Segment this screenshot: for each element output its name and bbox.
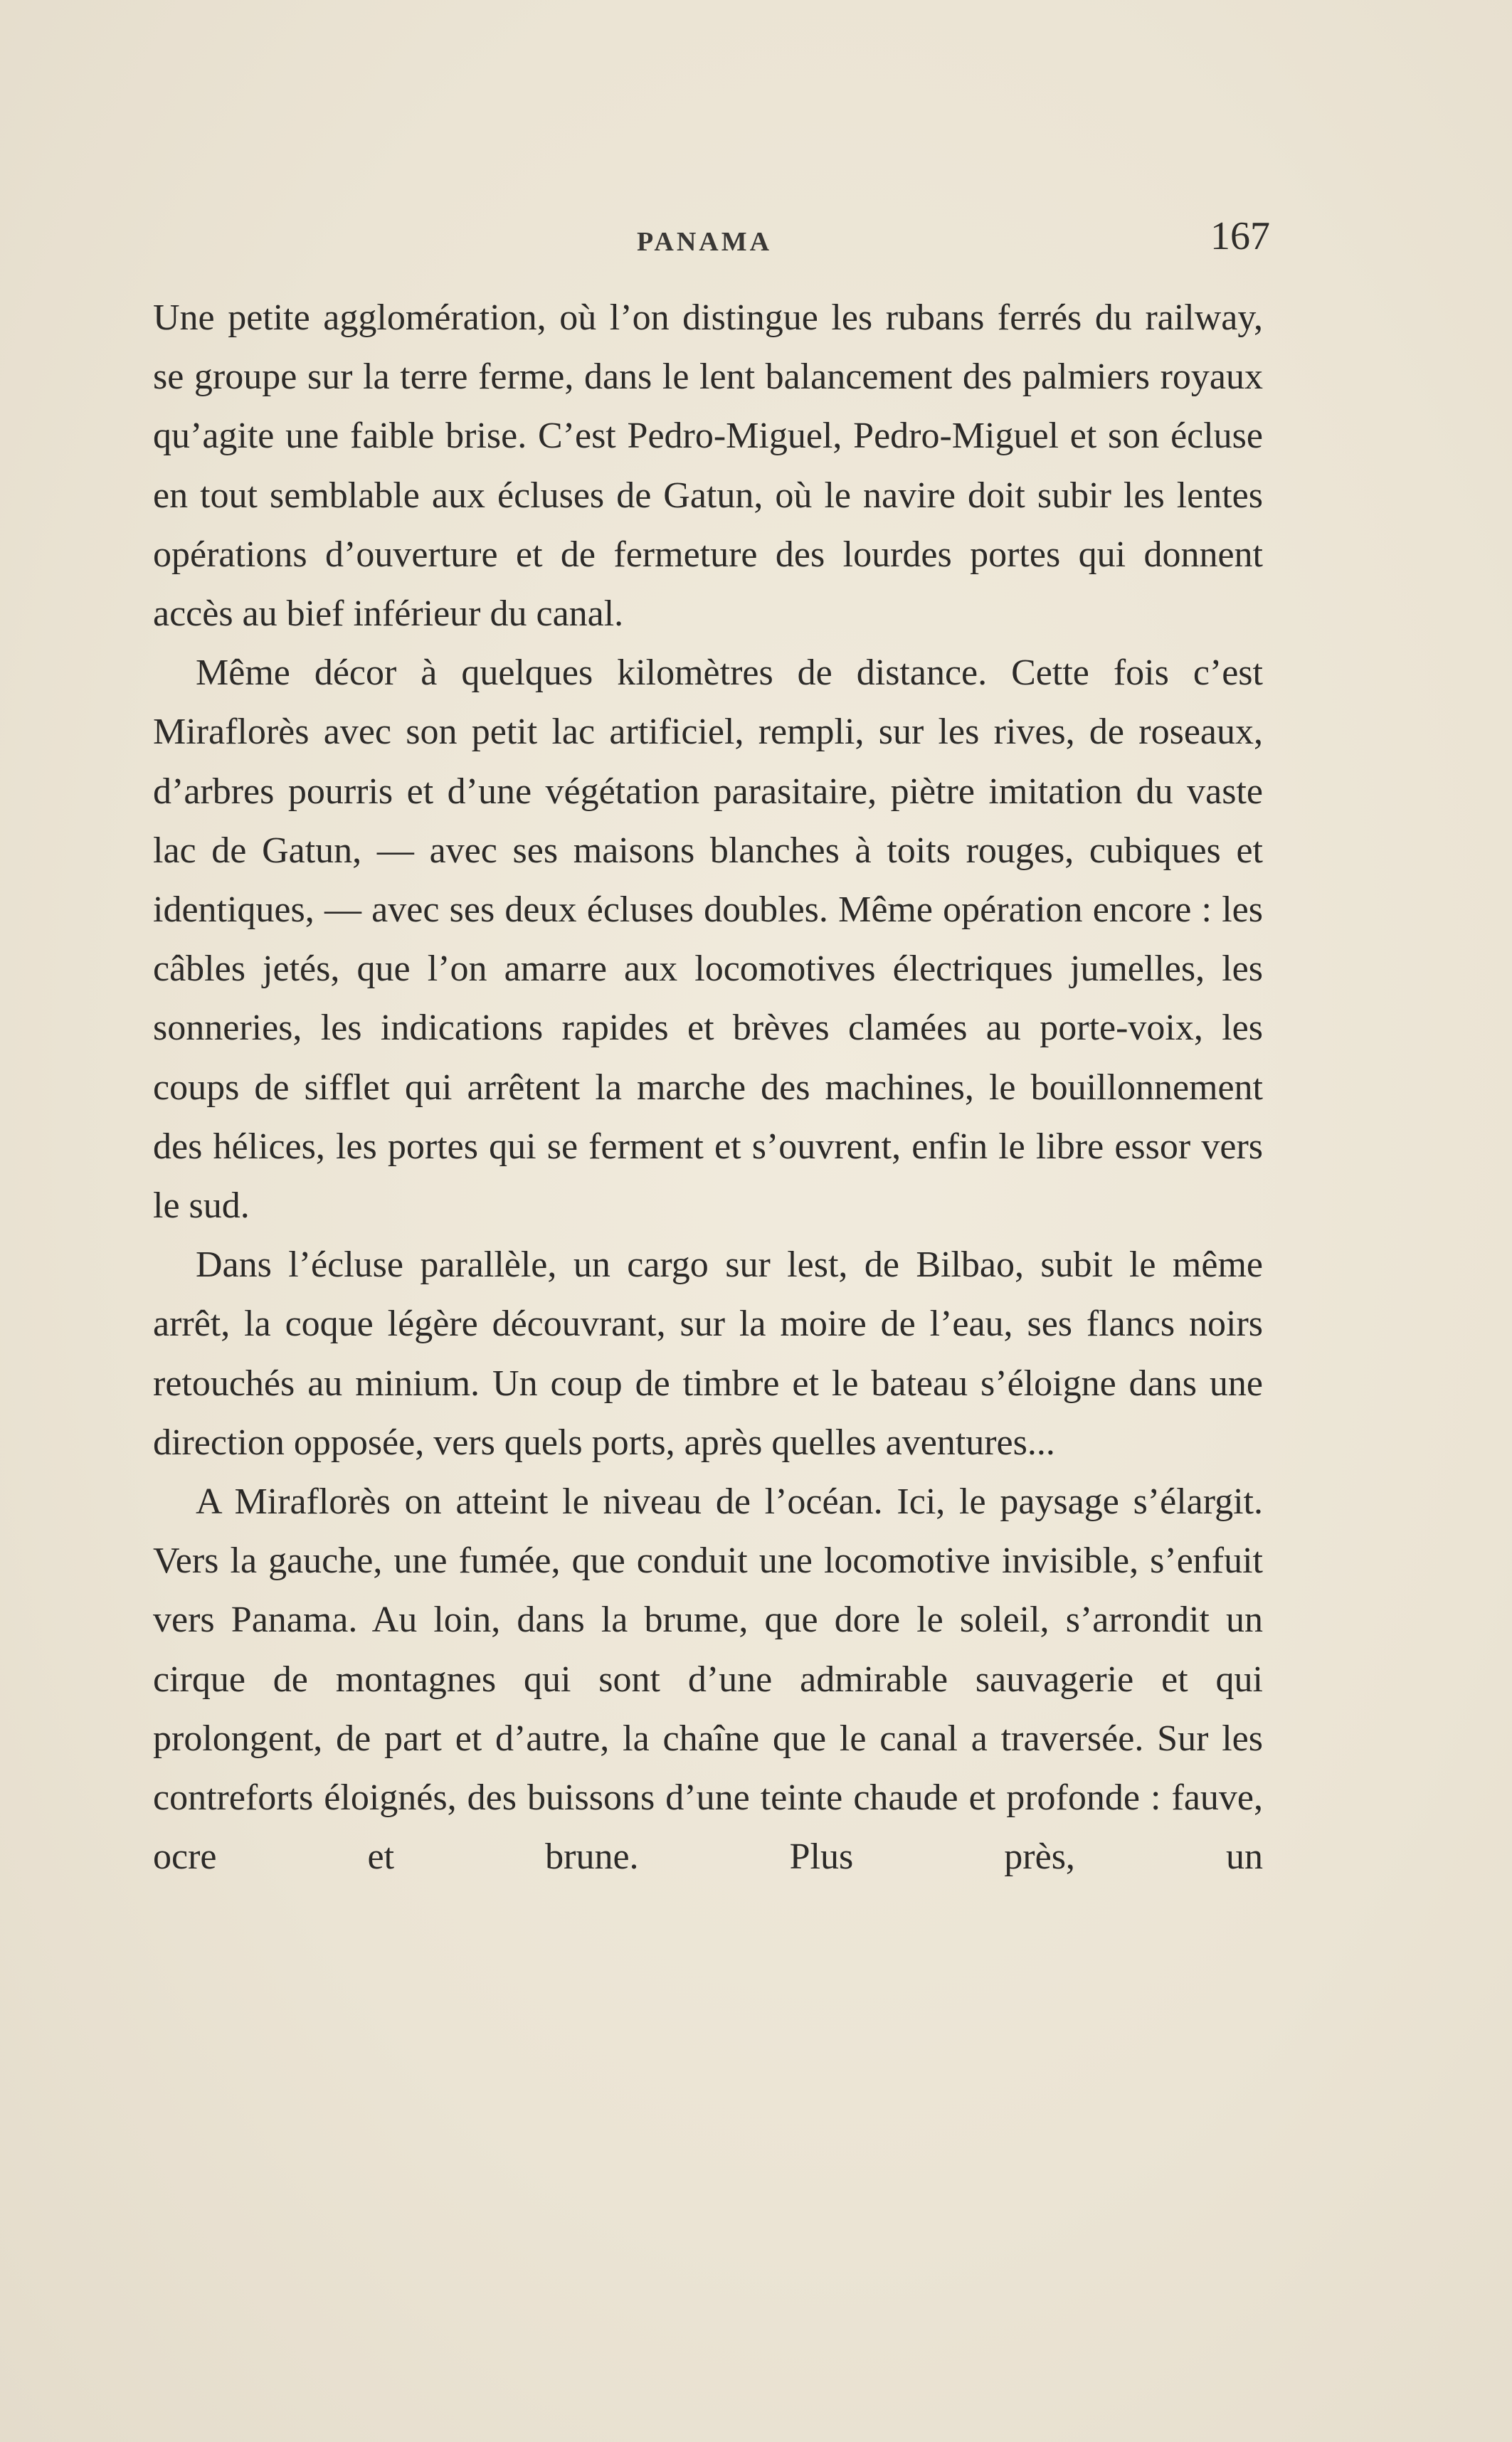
page-header (153, 213, 1270, 270)
paragraph-4: A Miraflorès on atteint le niveau de l’océan. Ici, le paysage s’élargit. Vers la gauche, une fumée, que conduit une locomotive invisible, s’enfuit vers Panama. Au loin, dans la brume, que dore le soleil, s’arrondit un cirque de montagnes qui sont d’une admirable sauvagerie et qui prolongent, de part et d’autre, la chaîne que le canal a traversée. Sur les contreforts éloignés, des buissons d’une teinte chaude et profonde : fauve, ocre et brune. Plus près, un (153, 1481, 1263, 1878)
running-head: PANAMA (637, 227, 773, 257)
page-number: 167 (1210, 214, 1270, 258)
paragraph-3: Dans l’écluse parallèle, un cargo sur lest, de Bilbao, subit le même arrêt, la coque légère découvrant, sur la moire de l’eau, ses flancs noirs retouchés au minium. Un coup de timbre et le bateau s’éloigne dans une direction opposée, vers quels ports, après quelles aventures... (153, 1244, 1263, 1463)
paragraph-2: Même décor à quelques kilomètres de distance. Cette fois c’est Miraflorès avec son petit lac artificiel, rempli, sur les rives, de roseaux, d’arbres pourris et d’une végétation parasitaire, piètre imitation du vaste lac de Gatun, — avec ses maisons blanches à toits rouges, cubiques et identiques, — avec ses deux écluses doubles. Même opération encore : les câbles jetés, que l’on amarre aux locomotives électriques jumelles, les sonneries, les indications rapides et brèves clamées au porte-voix, les coups de sifflet qui arrêtent la marche des machines, le bouillonnement des hélices, les portes qui se ferment et s’ouvrent, enfin le libre essor vers le sud. (153, 652, 1263, 1227)
body-text (153, 288, 1263, 1886)
paragraph-1: Une petite agglomération, où l’on distingue les rubans ferrés du railway, se groupe sur la terre ferme, dans le lent balancement des palmiers royaux qu’agite une faible brise. C’est Pedro-Miguel, Pedro-Miguel et son écluse en tout semblable aux écluses de Gatun, où le navire doit subir les lentes opérations d’ouverture et de fermeture des lourdes portes qui donnent accès au bief inférieur du canal. (153, 297, 1263, 635)
